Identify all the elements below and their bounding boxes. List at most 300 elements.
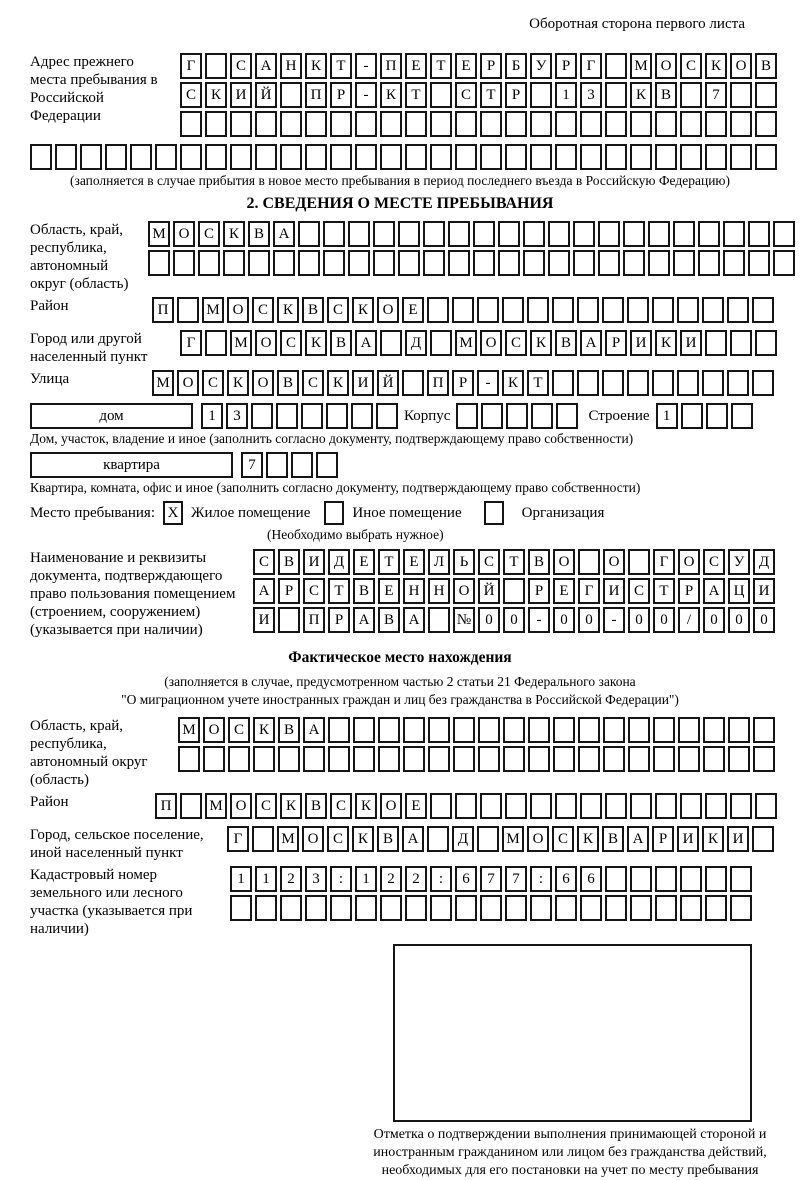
char-box[interactable]: О bbox=[255, 330, 277, 356]
char-box[interactable] bbox=[505, 895, 527, 921]
char-box[interactable] bbox=[580, 144, 602, 170]
char-box[interactable] bbox=[703, 746, 725, 772]
char-box[interactable]: В bbox=[353, 578, 375, 604]
char-box[interactable]: С bbox=[280, 330, 302, 356]
char-box[interactable]: А bbox=[353, 607, 375, 633]
char-box[interactable] bbox=[730, 895, 752, 921]
char-box[interactable] bbox=[753, 717, 775, 743]
char-box[interactable] bbox=[252, 826, 274, 852]
char-box[interactable] bbox=[455, 793, 477, 819]
char-box[interactable]: К bbox=[530, 330, 552, 356]
char-box[interactable]: Г bbox=[180, 53, 202, 79]
char-box[interactable] bbox=[355, 895, 377, 921]
char-box[interactable]: / bbox=[678, 607, 700, 633]
char-box[interactable] bbox=[266, 452, 288, 478]
char-box[interactable] bbox=[605, 144, 627, 170]
char-box[interactable]: В bbox=[555, 330, 577, 356]
char-box[interactable] bbox=[623, 221, 645, 247]
char-box[interactable] bbox=[605, 793, 627, 819]
char-box[interactable] bbox=[480, 144, 502, 170]
char-box[interactable]: 7 bbox=[705, 82, 727, 108]
char-box[interactable]: М bbox=[152, 370, 174, 396]
char-box[interactable] bbox=[598, 221, 620, 247]
char-box[interactable] bbox=[455, 895, 477, 921]
char-box[interactable]: К bbox=[577, 826, 599, 852]
char-box[interactable]: 3 bbox=[305, 866, 327, 892]
char-box[interactable] bbox=[673, 221, 695, 247]
char-box[interactable]: 6 bbox=[555, 866, 577, 892]
char-box[interactable] bbox=[373, 221, 395, 247]
char-box[interactable]: С bbox=[302, 370, 324, 396]
char-box[interactable] bbox=[205, 111, 227, 137]
char-box[interactable]: 1 bbox=[555, 82, 577, 108]
char-box[interactable] bbox=[428, 607, 450, 633]
char-box[interactable]: Т bbox=[330, 53, 352, 79]
char-box[interactable] bbox=[730, 330, 752, 356]
char-box[interactable]: 2 bbox=[280, 866, 302, 892]
char-box[interactable]: № bbox=[453, 607, 475, 633]
char-box[interactable] bbox=[348, 221, 370, 247]
char-box[interactable] bbox=[555, 895, 577, 921]
char-box[interactable]: 0 bbox=[478, 607, 500, 633]
char-box[interactable]: П bbox=[427, 370, 449, 396]
char-box[interactable]: С bbox=[230, 53, 252, 79]
char-box[interactable] bbox=[727, 370, 749, 396]
char-box[interactable] bbox=[730, 82, 752, 108]
char-box[interactable]: А bbox=[253, 578, 275, 604]
char-box[interactable] bbox=[555, 793, 577, 819]
char-box[interactable] bbox=[155, 144, 177, 170]
char-box[interactable] bbox=[705, 895, 727, 921]
char-box[interactable] bbox=[405, 144, 427, 170]
char-box[interactable] bbox=[248, 250, 270, 276]
char-box[interactable] bbox=[548, 221, 570, 247]
char-box[interactable] bbox=[602, 370, 624, 396]
char-box[interactable] bbox=[480, 895, 502, 921]
char-box[interactable] bbox=[602, 297, 624, 323]
char-box[interactable] bbox=[680, 895, 702, 921]
char-box[interactable]: Р bbox=[555, 53, 577, 79]
char-box[interactable] bbox=[628, 746, 650, 772]
char-box[interactable]: Б bbox=[505, 53, 527, 79]
char-box[interactable] bbox=[330, 895, 352, 921]
char-box[interactable]: С bbox=[505, 330, 527, 356]
char-box[interactable]: К bbox=[502, 370, 524, 396]
char-box[interactable]: 0 bbox=[578, 607, 600, 633]
char-box[interactable] bbox=[30, 144, 52, 170]
char-box[interactable] bbox=[748, 250, 770, 276]
char-box[interactable]: О bbox=[230, 793, 252, 819]
char-box[interactable]: 2 bbox=[380, 866, 402, 892]
char-box[interactable] bbox=[198, 250, 220, 276]
char-box[interactable] bbox=[276, 403, 298, 429]
char-box[interactable]: О bbox=[203, 717, 225, 743]
char-box[interactable] bbox=[523, 221, 545, 247]
char-box[interactable] bbox=[477, 826, 499, 852]
char-box[interactable]: Г bbox=[653, 549, 675, 575]
char-box[interactable] bbox=[177, 297, 199, 323]
char-box[interactable] bbox=[652, 297, 674, 323]
char-box[interactable] bbox=[681, 403, 703, 429]
char-box[interactable]: Р bbox=[528, 578, 550, 604]
char-box[interactable] bbox=[698, 221, 720, 247]
char-box[interactable]: М bbox=[205, 793, 227, 819]
char-box[interactable] bbox=[503, 746, 525, 772]
char-box[interactable] bbox=[627, 370, 649, 396]
char-box[interactable]: Е bbox=[405, 53, 427, 79]
char-box[interactable]: : bbox=[330, 866, 352, 892]
char-box[interactable]: 3 bbox=[226, 403, 248, 429]
char-box[interactable] bbox=[648, 221, 670, 247]
char-box[interactable]: - bbox=[355, 82, 377, 108]
char-box[interactable]: О bbox=[377, 297, 399, 323]
char-box[interactable] bbox=[423, 250, 445, 276]
char-box[interactable] bbox=[680, 111, 702, 137]
char-box[interactable]: Й bbox=[255, 82, 277, 108]
char-box[interactable] bbox=[380, 895, 402, 921]
char-box[interactable] bbox=[328, 746, 350, 772]
char-box[interactable] bbox=[455, 144, 477, 170]
char-box[interactable] bbox=[503, 578, 525, 604]
char-box[interactable] bbox=[730, 793, 752, 819]
char-box[interactable] bbox=[555, 144, 577, 170]
char-box[interactable]: О bbox=[252, 370, 274, 396]
char-box[interactable] bbox=[430, 895, 452, 921]
char-box[interactable] bbox=[731, 403, 753, 429]
char-box[interactable] bbox=[623, 250, 645, 276]
char-box[interactable] bbox=[148, 250, 170, 276]
char-box[interactable]: И bbox=[253, 607, 275, 633]
char-box[interactable] bbox=[552, 297, 574, 323]
char-box[interactable]: М bbox=[202, 297, 224, 323]
char-box[interactable] bbox=[652, 370, 674, 396]
char-box[interactable] bbox=[728, 717, 750, 743]
char-box[interactable] bbox=[755, 144, 777, 170]
char-box[interactable] bbox=[378, 746, 400, 772]
char-box[interactable] bbox=[752, 297, 774, 323]
char-box[interactable]: Е bbox=[405, 793, 427, 819]
char-box[interactable]: С bbox=[327, 826, 349, 852]
char-box[interactable] bbox=[480, 793, 502, 819]
char-box[interactable] bbox=[530, 111, 552, 137]
char-box[interactable]: Д bbox=[328, 549, 350, 575]
char-box[interactable]: 1 bbox=[355, 866, 377, 892]
char-box[interactable] bbox=[603, 717, 625, 743]
char-box[interactable] bbox=[655, 111, 677, 137]
char-box[interactable]: М bbox=[277, 826, 299, 852]
char-box[interactable]: И bbox=[753, 578, 775, 604]
char-box[interactable] bbox=[603, 746, 625, 772]
char-box[interactable]: С bbox=[680, 53, 702, 79]
char-box[interactable] bbox=[578, 717, 600, 743]
char-box[interactable] bbox=[173, 250, 195, 276]
char-box[interactable]: А bbox=[255, 53, 277, 79]
char-box[interactable] bbox=[380, 144, 402, 170]
char-box[interactable] bbox=[580, 895, 602, 921]
char-box[interactable] bbox=[530, 82, 552, 108]
char-box[interactable] bbox=[677, 297, 699, 323]
char-box[interactable]: 1 bbox=[230, 866, 252, 892]
char-box[interactable]: К bbox=[327, 370, 349, 396]
char-box[interactable]: М bbox=[148, 221, 170, 247]
char-box[interactable]: 0 bbox=[728, 607, 750, 633]
char-box[interactable] bbox=[448, 250, 470, 276]
char-box[interactable] bbox=[653, 746, 675, 772]
char-box[interactable] bbox=[528, 746, 550, 772]
char-box[interactable]: С bbox=[255, 793, 277, 819]
char-box[interactable] bbox=[680, 866, 702, 892]
char-box[interactable]: Р bbox=[678, 578, 700, 604]
char-box[interactable]: Т bbox=[653, 578, 675, 604]
char-box[interactable] bbox=[255, 111, 277, 137]
char-box[interactable] bbox=[530, 144, 552, 170]
char-box[interactable] bbox=[627, 297, 649, 323]
char-box[interactable]: В bbox=[377, 826, 399, 852]
char-box[interactable] bbox=[180, 144, 202, 170]
char-box[interactable] bbox=[505, 144, 527, 170]
char-box[interactable]: В bbox=[305, 793, 327, 819]
char-box[interactable]: К bbox=[630, 82, 652, 108]
char-box[interactable]: О bbox=[678, 549, 700, 575]
char-box[interactable]: Д bbox=[405, 330, 427, 356]
char-box[interactable] bbox=[380, 330, 402, 356]
char-box[interactable]: Е bbox=[378, 578, 400, 604]
organization-checkbox[interactable] bbox=[484, 501, 504, 525]
char-box[interactable]: Р bbox=[480, 53, 502, 79]
char-box[interactable]: О bbox=[453, 578, 475, 604]
char-box[interactable] bbox=[628, 549, 650, 575]
char-box[interactable]: О bbox=[730, 53, 752, 79]
char-box[interactable]: П bbox=[380, 53, 402, 79]
char-box[interactable]: С bbox=[252, 297, 274, 323]
char-box[interactable]: Е bbox=[403, 549, 425, 575]
char-box[interactable] bbox=[578, 549, 600, 575]
char-box[interactable]: О bbox=[480, 330, 502, 356]
char-box[interactable]: Т bbox=[480, 82, 502, 108]
char-box[interactable] bbox=[398, 250, 420, 276]
char-box[interactable]: А bbox=[355, 330, 377, 356]
char-box[interactable] bbox=[378, 717, 400, 743]
char-box[interactable] bbox=[278, 607, 300, 633]
char-box[interactable]: У bbox=[728, 549, 750, 575]
char-box[interactable] bbox=[503, 717, 525, 743]
char-box[interactable] bbox=[705, 793, 727, 819]
residential-checkbox[interactable]: X bbox=[163, 501, 183, 525]
char-box[interactable] bbox=[573, 250, 595, 276]
char-box[interactable] bbox=[630, 866, 652, 892]
char-box[interactable]: К bbox=[205, 82, 227, 108]
char-box[interactable]: : bbox=[530, 866, 552, 892]
char-box[interactable] bbox=[498, 221, 520, 247]
char-box[interactable] bbox=[728, 746, 750, 772]
char-box[interactable] bbox=[555, 111, 577, 137]
char-box[interactable] bbox=[55, 144, 77, 170]
char-box[interactable]: С bbox=[198, 221, 220, 247]
char-box[interactable] bbox=[223, 250, 245, 276]
char-box[interactable] bbox=[605, 866, 627, 892]
char-box[interactable] bbox=[323, 221, 345, 247]
char-box[interactable] bbox=[348, 250, 370, 276]
char-box[interactable] bbox=[505, 793, 527, 819]
char-box[interactable]: М bbox=[455, 330, 477, 356]
char-box[interactable]: Н bbox=[428, 578, 450, 604]
char-box[interactable] bbox=[702, 297, 724, 323]
char-box[interactable]: 0 bbox=[753, 607, 775, 633]
char-box[interactable] bbox=[326, 403, 348, 429]
char-box[interactable]: Ц bbox=[728, 578, 750, 604]
char-box[interactable]: С bbox=[703, 549, 725, 575]
char-box[interactable] bbox=[280, 111, 302, 137]
char-box[interactable]: А bbox=[703, 578, 725, 604]
char-box[interactable] bbox=[255, 895, 277, 921]
char-box[interactable] bbox=[355, 144, 377, 170]
char-box[interactable] bbox=[580, 793, 602, 819]
char-box[interactable] bbox=[105, 144, 127, 170]
char-box[interactable] bbox=[430, 111, 452, 137]
char-box[interactable] bbox=[178, 746, 200, 772]
char-box[interactable] bbox=[428, 717, 450, 743]
char-box[interactable] bbox=[730, 866, 752, 892]
char-box[interactable] bbox=[755, 111, 777, 137]
char-box[interactable]: 1 bbox=[201, 403, 223, 429]
char-box[interactable]: 1 bbox=[656, 403, 678, 429]
char-box[interactable] bbox=[773, 221, 795, 247]
char-box[interactable]: О bbox=[302, 826, 324, 852]
char-box[interactable] bbox=[530, 895, 552, 921]
char-box[interactable] bbox=[605, 82, 627, 108]
char-box[interactable] bbox=[305, 895, 327, 921]
char-box[interactable]: К bbox=[305, 330, 327, 356]
char-box[interactable]: Р bbox=[505, 82, 527, 108]
char-box[interactable] bbox=[301, 403, 323, 429]
char-box[interactable] bbox=[605, 53, 627, 79]
char-box[interactable] bbox=[553, 717, 575, 743]
char-box[interactable]: К bbox=[223, 221, 245, 247]
char-box[interactable] bbox=[755, 793, 777, 819]
char-box[interactable] bbox=[130, 144, 152, 170]
char-box[interactable]: - bbox=[603, 607, 625, 633]
char-box[interactable] bbox=[330, 144, 352, 170]
char-box[interactable]: В bbox=[278, 717, 300, 743]
char-box[interactable] bbox=[630, 793, 652, 819]
char-box[interactable]: И bbox=[230, 82, 252, 108]
char-box[interactable] bbox=[203, 746, 225, 772]
char-box[interactable] bbox=[355, 111, 377, 137]
char-box[interactable] bbox=[705, 111, 727, 137]
char-box[interactable] bbox=[698, 250, 720, 276]
char-box[interactable] bbox=[80, 144, 102, 170]
char-box[interactable]: 0 bbox=[503, 607, 525, 633]
char-box[interactable] bbox=[402, 370, 424, 396]
char-box[interactable]: С bbox=[628, 578, 650, 604]
char-box[interactable]: 6 bbox=[580, 866, 602, 892]
char-box[interactable] bbox=[478, 717, 500, 743]
char-box[interactable]: И bbox=[630, 330, 652, 356]
char-box[interactable]: П bbox=[155, 793, 177, 819]
char-box[interactable] bbox=[430, 793, 452, 819]
char-box[interactable] bbox=[673, 250, 695, 276]
char-box[interactable] bbox=[353, 717, 375, 743]
char-box[interactable]: Д bbox=[753, 549, 775, 575]
char-box[interactable]: Т bbox=[430, 53, 452, 79]
char-box[interactable] bbox=[403, 717, 425, 743]
char-box[interactable]: С bbox=[330, 793, 352, 819]
char-box[interactable] bbox=[427, 826, 449, 852]
char-box[interactable] bbox=[598, 250, 620, 276]
char-box[interactable]: Й bbox=[377, 370, 399, 396]
char-box[interactable]: С bbox=[303, 578, 325, 604]
char-box[interactable] bbox=[748, 221, 770, 247]
char-box[interactable]: Е bbox=[455, 53, 477, 79]
char-box[interactable] bbox=[678, 717, 700, 743]
char-box[interactable]: И bbox=[352, 370, 374, 396]
char-box[interactable] bbox=[730, 144, 752, 170]
char-box[interactable]: О bbox=[177, 370, 199, 396]
char-box[interactable] bbox=[752, 370, 774, 396]
char-box[interactable] bbox=[630, 144, 652, 170]
char-box[interactable] bbox=[705, 330, 727, 356]
char-box[interactable]: 2 bbox=[405, 866, 427, 892]
char-box[interactable] bbox=[573, 221, 595, 247]
char-box[interactable] bbox=[278, 746, 300, 772]
char-box[interactable]: : bbox=[430, 866, 452, 892]
char-box[interactable]: Д bbox=[452, 826, 474, 852]
char-box[interactable]: Г bbox=[227, 826, 249, 852]
char-box[interactable] bbox=[430, 144, 452, 170]
char-box[interactable]: С bbox=[478, 549, 500, 575]
char-box[interactable] bbox=[630, 111, 652, 137]
char-box[interactable]: В bbox=[378, 607, 400, 633]
char-box[interactable] bbox=[305, 111, 327, 137]
char-box[interactable]: М bbox=[178, 717, 200, 743]
char-box[interactable] bbox=[453, 717, 475, 743]
char-box[interactable]: В bbox=[528, 549, 550, 575]
char-box[interactable] bbox=[727, 297, 749, 323]
char-box[interactable]: С bbox=[202, 370, 224, 396]
char-box[interactable] bbox=[705, 866, 727, 892]
char-box[interactable]: М bbox=[630, 53, 652, 79]
char-box[interactable]: К bbox=[227, 370, 249, 396]
char-box[interactable] bbox=[648, 250, 670, 276]
char-box[interactable]: О bbox=[173, 221, 195, 247]
char-box[interactable] bbox=[527, 297, 549, 323]
char-box[interactable]: В bbox=[330, 330, 352, 356]
char-box[interactable] bbox=[376, 403, 398, 429]
char-box[interactable]: В bbox=[302, 297, 324, 323]
char-box[interactable] bbox=[655, 144, 677, 170]
char-box[interactable]: К bbox=[705, 53, 727, 79]
char-box[interactable] bbox=[228, 746, 250, 772]
char-box[interactable] bbox=[180, 793, 202, 819]
char-box[interactable]: П bbox=[303, 607, 325, 633]
char-box[interactable] bbox=[678, 746, 700, 772]
char-box[interactable] bbox=[605, 895, 627, 921]
house-type-box[interactable]: дом bbox=[30, 403, 193, 429]
char-box[interactable] bbox=[605, 111, 627, 137]
char-box[interactable] bbox=[477, 297, 499, 323]
char-box[interactable] bbox=[351, 403, 373, 429]
char-box[interactable] bbox=[456, 403, 478, 429]
char-box[interactable] bbox=[577, 370, 599, 396]
char-box[interactable] bbox=[498, 250, 520, 276]
char-box[interactable] bbox=[505, 111, 527, 137]
char-box[interactable]: Й bbox=[478, 578, 500, 604]
char-box[interactable]: К bbox=[355, 793, 377, 819]
char-box[interactable] bbox=[373, 250, 395, 276]
char-box[interactable]: О bbox=[380, 793, 402, 819]
char-box[interactable]: Н bbox=[280, 53, 302, 79]
char-box[interactable] bbox=[273, 250, 295, 276]
